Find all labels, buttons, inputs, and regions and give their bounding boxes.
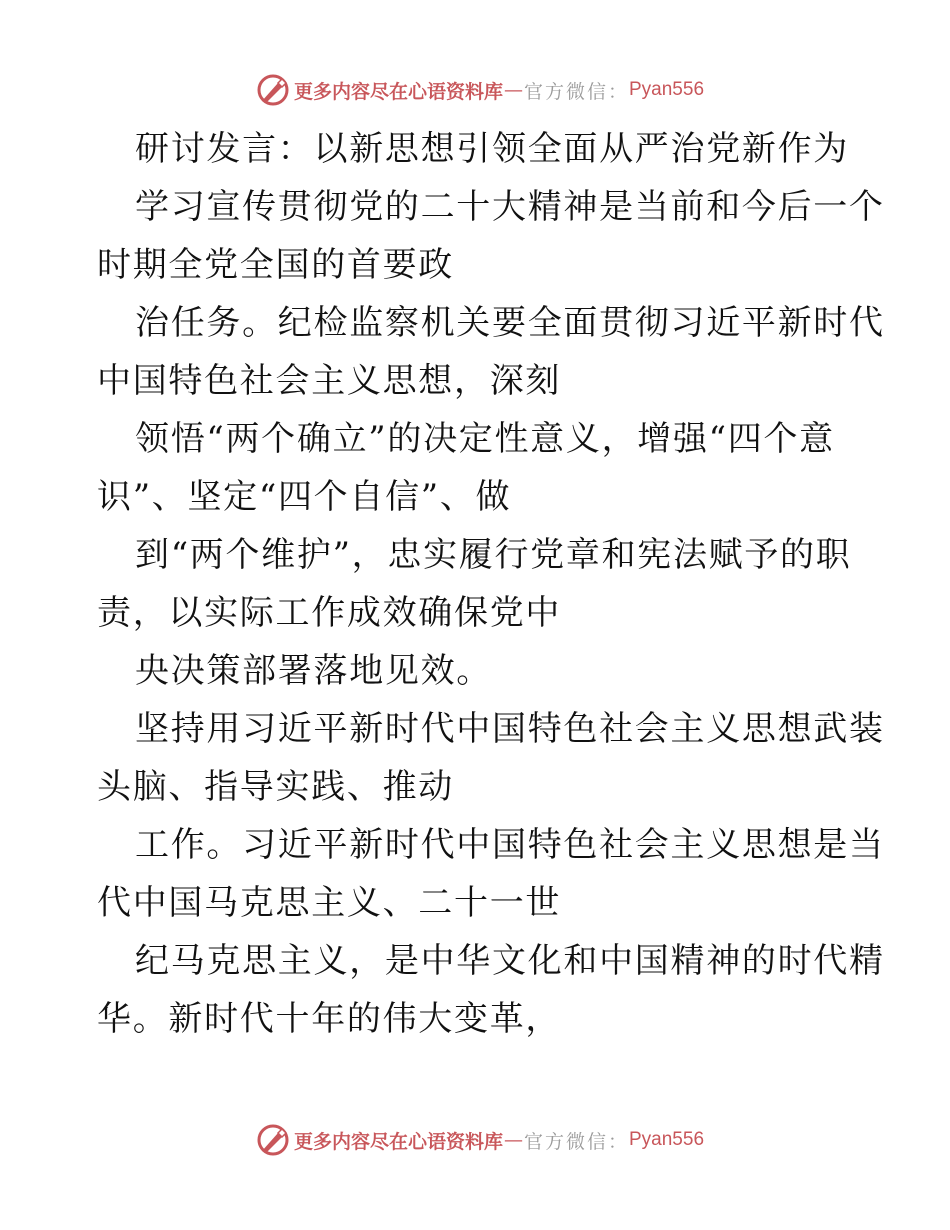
brand-text: 更多内容尽在心语资料库 (293, 80, 503, 103)
text-line: 学习宣传贯彻党的二十大精神是当前和今后一个 (135, 187, 885, 227)
text-line: 华。新时代十年的伟大变革， (97, 999, 562, 1039)
text-line: 央决策部署落地见效。 (135, 651, 492, 691)
wechat-id: Pyan556 (629, 79, 705, 100)
text-line: 治任务。纪检监察机关要全面贯彻习近平新时代 (135, 303, 885, 343)
wechat-id: Pyan556 (629, 1129, 705, 1150)
pen-logo-icon (256, 73, 290, 107)
text-line: 工作。习近平新时代中国特色社会主义思想是当 (135, 825, 885, 865)
text-line: 纪马克思主义，是中华文化和中国精神的时代精 (135, 941, 885, 981)
text-line: 代中国马克思主义、二十一世 (97, 883, 562, 923)
text-line: 坚持用习近平新时代中国特色社会主义思想武装 (135, 709, 885, 749)
brand-separator: — (503, 79, 523, 101)
brand-separator: — (503, 1129, 523, 1151)
text-line: 领悟“两个确立”的决定性意义，增强“四个意 (135, 419, 835, 459)
footer-watermark-banner (0, 1120, 950, 1160)
brand-text: 更多内容尽在心语资料库 (293, 1130, 503, 1153)
header-watermark-banner (0, 70, 950, 110)
text-line: 到“两个维护”，忠实履行党章和宪法赋予的职 (135, 535, 852, 575)
text-line: 时期全党全国的首要政 (97, 245, 454, 285)
official-wechat-label: 官方微信： (523, 1130, 629, 1153)
text-line: 研讨发言：以新思想引领全面从严治党新作为 (135, 129, 849, 169)
text-line: 头脑、指导实践、推动 (97, 767, 454, 807)
text-line: 责，以实际工作成效确保党中 (97, 593, 562, 633)
text-line: 识”、坚定“四个自信”、做 (97, 477, 512, 517)
document-body (97, 120, 885, 1048)
text-line: 中国特色社会主义思想，深刻 (97, 361, 562, 401)
official-wechat-label: 官方微信： (523, 80, 629, 103)
pen-logo-icon (256, 1123, 290, 1157)
